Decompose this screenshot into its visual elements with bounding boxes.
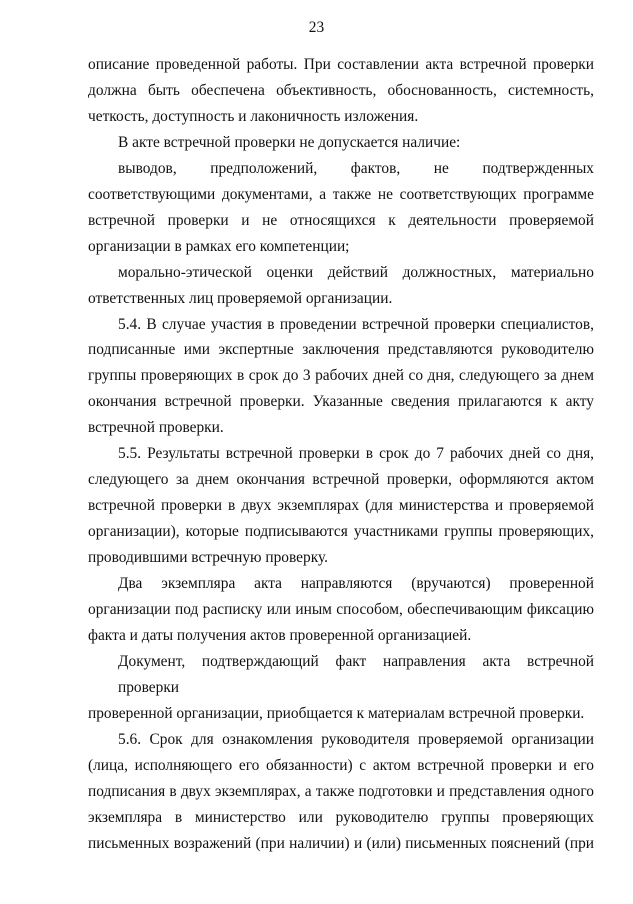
text-line: следующего за днем окончания встречной проверки, оформляются актом	[88, 471, 594, 489]
text-line: должна быть обеспечена объективность, обоснованность, системность,	[88, 81, 594, 99]
text-line: проверенной организации, приобщается к материалам встречной проверки.	[88, 704, 585, 722]
text-line: окончания встречной проверки. Указанные сведения прилагаются к акту	[88, 393, 594, 411]
text-line: описание проведенной работы. При составлении акта встречной проверки	[88, 56, 594, 73]
text-line: Два экземпляра акта направляются (вручаются) проверенной	[118, 575, 594, 593]
text-line: проводившими встречную проверку.	[88, 549, 328, 567]
text-line: экземпляра в министерство или руководителю группы проверяющих	[88, 808, 594, 826]
text-line: В акте встречной проверки не допускается наличие:	[118, 133, 461, 151]
text-line: организации под расписку или иным способом, обеспечивающим фиксацию	[88, 601, 594, 619]
text-line: встречной проверки.	[88, 419, 224, 437]
text-line: Документ, подтверждающий факт направления акта встречной проверки	[118, 652, 594, 696]
text-line: (лица, исполняющего его обязанности) с актом встречной проверки и его	[88, 756, 594, 774]
text-line: подписанные ими экспертные заключения представляются руководителю	[88, 341, 594, 359]
text-line: 5.6. Срок для ознакомления руководителя проверяемой организации	[118, 730, 594, 748]
page-number: 23	[308, 19, 325, 36]
text-line: соответствующими документами, а также не соответствующих программе	[88, 185, 594, 203]
text-line: 5.5. Результаты встречной проверки в срок до 7 рабочих дней со дня,	[118, 445, 594, 463]
text-line: четкость, доступность и лаконичность изложения.	[88, 107, 419, 125]
text-line: письменных возражений (при наличии) и (или) письменных пояснений (при	[88, 834, 594, 852]
document-body	[88, 52, 594, 857]
text-line: факта и даты получения актов проверенной организацией.	[88, 626, 472, 644]
text-line: встречной проверки и не относящихся к деятельности проверяемой	[88, 211, 594, 229]
text-line: морально-этической оценки действий должностных, материально	[118, 263, 594, 281]
text-line: встречной проверки в двух экземплярах (для министерства и проверяемой	[88, 497, 594, 515]
text-line: организации в рамках его компетенции;	[88, 237, 350, 255]
text-line: подписания в двух экземплярах, а также подготовки и представления одного	[88, 782, 594, 800]
text-line: ответственных лиц проверяемой организации.	[88, 289, 393, 307]
text-line: группы проверяющих в срок до 3 рабочих дней со дня, следующего за днем	[88, 367, 594, 385]
text-line: 5.4. В случае участия в проведении встречной проверки специалистов,	[118, 315, 594, 333]
text-line: организации), которые подписываются участниками группы проверяющих,	[88, 523, 594, 541]
text-line: выводов, предположений, фактов, не подтвержденных	[118, 159, 594, 177]
